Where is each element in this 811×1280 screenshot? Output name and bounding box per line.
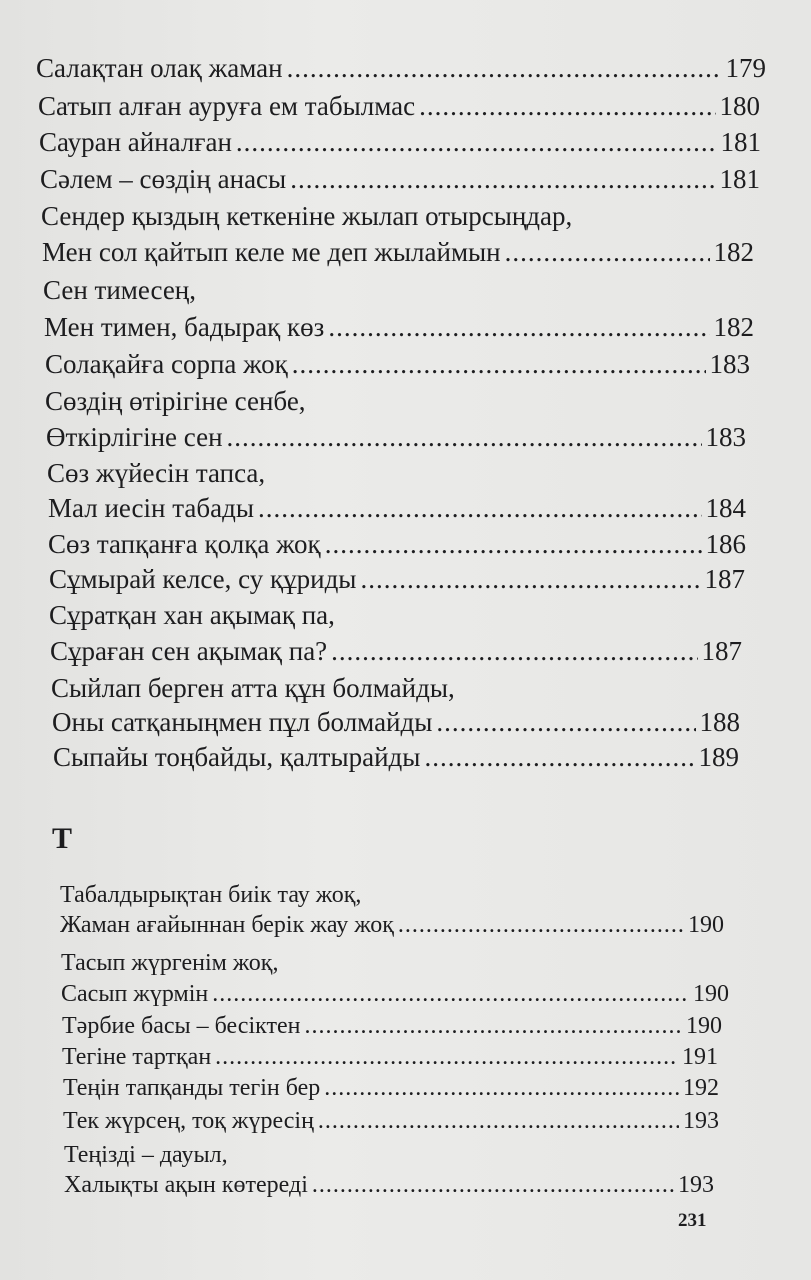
leader-dots xyxy=(331,635,697,668)
index-entry xyxy=(45,385,750,418)
entry-text: Оны сатқаныңмен пұл болмайды xyxy=(52,707,433,737)
index-entry xyxy=(45,348,750,381)
entry-page-number: 192 xyxy=(683,1075,719,1101)
entry-text: Мен тимен, бадырақ көз xyxy=(44,312,325,342)
entry-text: Сөздің өтірігіне сенбе, xyxy=(45,386,306,416)
entry-text: Мал иесін табады xyxy=(48,493,254,523)
entry-text: Жаман ағайыннан берік жау жоқ xyxy=(60,912,394,938)
entry-page-number: 184 xyxy=(705,493,746,523)
entry-text: Салақтан олақ жаман xyxy=(36,53,283,83)
leader-dots xyxy=(324,1073,679,1103)
index-entry xyxy=(64,1140,714,1170)
entry-text: Сұмырай келсе, су құриды xyxy=(49,564,357,594)
entry-text: Халықты ақын көтереді xyxy=(64,1172,308,1198)
entry-page-number: 182 xyxy=(713,312,754,342)
entry-text: Мен сол қайтып келе ме деп жылаймын xyxy=(42,237,501,267)
leader-dots xyxy=(436,706,695,739)
entry-page-number: 190 xyxy=(688,912,724,938)
entry-text: Тәрбие басы – бесіктен xyxy=(62,1013,301,1039)
entry-page-number: 182 xyxy=(713,237,754,267)
index-entry xyxy=(61,979,729,1009)
entry-page-number: 193 xyxy=(683,1108,719,1134)
index-entry xyxy=(41,200,761,233)
leader-dots xyxy=(292,348,706,381)
leader-dots xyxy=(505,236,710,269)
entry-page-number: 190 xyxy=(686,1013,722,1039)
entry-page-number: 188 xyxy=(699,707,740,737)
leader-dots xyxy=(258,492,702,525)
entry-text: Сөз жүйесін тапса, xyxy=(47,458,266,488)
entry-page-number: 181 xyxy=(719,164,760,194)
index-entry xyxy=(64,1170,714,1200)
leader-dots xyxy=(290,163,715,196)
leader-dots xyxy=(227,421,702,454)
index-entry xyxy=(49,599,745,632)
entry-text: Сатып алған ауруға ем табылмас xyxy=(38,91,416,121)
entry-page-number: 181 xyxy=(720,127,761,157)
leader-dots xyxy=(360,563,700,596)
entry-page-number: 183 xyxy=(705,422,746,452)
entry-text: Солақайға сорпа жоқ xyxy=(45,349,288,379)
index-entry xyxy=(60,880,724,910)
entry-page-number: 179 xyxy=(725,53,766,83)
entry-page-number: 189 xyxy=(698,742,739,772)
index-entry xyxy=(42,236,754,269)
index-entry xyxy=(52,706,740,739)
entry-page-number: 191 xyxy=(682,1044,718,1070)
section-letter: Т xyxy=(52,822,73,855)
entry-text: Табалдырықтан биік тау жоқ, xyxy=(60,882,362,908)
entry-text: Тасып жүргенім жоқ, xyxy=(61,950,279,976)
entry-text: Теңізді – дауыл, xyxy=(64,1142,228,1168)
leader-dots xyxy=(304,1011,682,1041)
entry-text: Сыйлап берген атта құн болмайды, xyxy=(51,673,455,703)
index-entry xyxy=(48,492,746,525)
entry-page-number: 187 xyxy=(701,636,742,666)
page-number: 231 xyxy=(678,1210,707,1231)
index-entry xyxy=(60,910,724,940)
leader-dots xyxy=(212,979,689,1009)
index-entry xyxy=(36,52,766,85)
index-entry xyxy=(62,1042,718,1072)
entry-page-number: 183 xyxy=(709,349,750,379)
entry-page-number: 193 xyxy=(678,1172,714,1198)
leader-dots xyxy=(398,910,684,940)
leader-dots xyxy=(328,311,709,344)
leader-dots xyxy=(287,52,722,85)
index-entry xyxy=(62,1011,722,1041)
entry-text: Тегіне тартқан xyxy=(62,1044,212,1070)
entry-text: Сасып жүрмін xyxy=(61,981,209,1007)
index-entry xyxy=(43,274,753,307)
entry-text: Сәлем – сөздің анасы xyxy=(40,164,287,194)
entry-text: Теңін тапқанды тегін бер xyxy=(63,1075,321,1101)
entry-text: Сұратқан хан ақымақ па, xyxy=(49,600,335,630)
index-entry xyxy=(49,563,745,596)
leader-dots xyxy=(312,1170,674,1200)
leader-dots xyxy=(325,528,702,561)
index-entry xyxy=(53,741,739,774)
index-entry xyxy=(46,421,746,454)
entry-text: Сендер қыздың кеткеніне жылап отырсыңдар, xyxy=(41,201,573,231)
index-entry xyxy=(44,311,754,344)
index-entry xyxy=(48,528,746,561)
entry-page-number: 190 xyxy=(693,981,729,1007)
entry-page-number: 186 xyxy=(705,529,746,559)
leader-dots xyxy=(419,90,715,123)
entry-text: Тек жүрсең, тоқ жүресің xyxy=(63,1108,314,1134)
entry-text: Өткірлігіне сен xyxy=(46,422,223,452)
index-entry xyxy=(50,635,742,668)
index-entry xyxy=(61,948,721,978)
index-entry xyxy=(51,672,743,705)
leader-dots xyxy=(424,741,694,774)
entry-text: Сұраған сен ақымақ па? xyxy=(50,636,328,666)
index-entry xyxy=(39,126,761,159)
index-entry xyxy=(63,1106,719,1136)
entry-text: Сөз тапқанға қолқа жоқ xyxy=(48,529,321,559)
index-entry xyxy=(47,457,747,490)
entry-page-number: 187 xyxy=(704,564,745,594)
index-entry xyxy=(63,1073,719,1103)
index-entry xyxy=(38,90,760,123)
entry-text: Сен тимесең, xyxy=(43,275,197,305)
index-entry xyxy=(40,163,760,196)
leader-dots xyxy=(215,1042,678,1072)
leader-dots xyxy=(318,1106,679,1136)
entry-text: Сыпайы тоңбайды, қалтырайды xyxy=(53,742,421,772)
leader-dots xyxy=(236,126,717,159)
entry-page-number: 180 xyxy=(719,91,760,121)
entry-text: Сауран айналған xyxy=(39,127,232,157)
